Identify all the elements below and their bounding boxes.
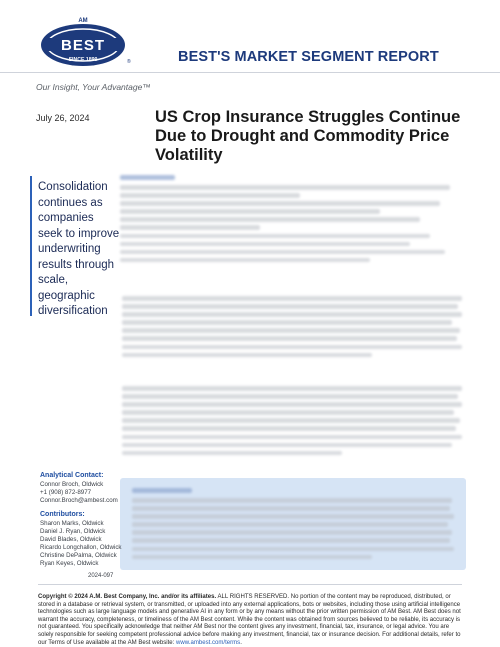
contributors-heading: Contributors:	[40, 511, 85, 518]
quote-accent-bar	[30, 176, 32, 316]
svg-text:SINCE 1899: SINCE 1899	[68, 57, 98, 63]
tagline: Our Insight, Your Advantage™	[36, 82, 151, 92]
copyright-footer	[38, 594, 466, 647]
footer-end: .	[240, 639, 242, 646]
contributor-item: Christine DePalma, Oldwick	[40, 552, 117, 559]
analytical-contact-line: Connor Broch, Oldwick	[40, 481, 104, 488]
svg-text:BEST: BEST	[60, 37, 106, 54]
copyright-text: ALL RIGHTS RESERVED. No portion of the content may be reproduced, distributed, or stored in a database or retrieval system, or transmitted, or uploaded into any external applications, bots or websites, including those using artificial intelligence technologies such as large language models and generative AI in any form or by any means without the prior written permission of AM Best. AM Best does not warrant the accuracy, completeness, or timeliness of the AM Best content. While the content was obtained from sources believed to be reliable, its accuracy is not guaranteed. You specifically acknowledge that neither AM Best nor the content gives any investment, financial, tax, insurance, or legal advice. You are solely responsible for seeking competent professional advice before making any investment, financial, tax or insurance decision. For additional details, refer to our Terms of Use available at the AM Best website:	[38, 594, 461, 646]
analytical-contact-heading: Analytical Contact:	[40, 472, 104, 479]
contributor-item: Ricardo Longchallon, Oldwick	[40, 544, 122, 551]
key-points-blurred	[120, 175, 466, 285]
svg-text:AM: AM	[78, 18, 88, 24]
contributor-item: Ryan Keyes, Oldwick	[40, 560, 99, 567]
analytical-contact-email[interactable]: Connor.Broch@ambest.com	[40, 497, 118, 504]
document-number: 2024-097	[88, 573, 114, 579]
am-best-logo	[38, 14, 136, 72]
footer-divider	[38, 584, 462, 585]
side-pull-quote: Consolidation continues as companies seek to improve underwriting results through scale, geographic diversification	[38, 181, 120, 317]
analytical-contact-phone: +1 (908) 872-8977	[40, 489, 92, 496]
terms-link[interactable]: www.ambest.com/terms	[176, 639, 241, 646]
report-headline: US Crop Insurance Struggles Continue Due to Drought and Commodity Price Volatility	[155, 108, 461, 164]
body-paragraph-blurred	[122, 386, 464, 459]
svg-text:®: ®	[127, 59, 131, 65]
contributor-item: Daniel J. Ryan, Oldwick	[40, 528, 106, 535]
contacts-block	[40, 472, 130, 568]
contributor-item: David Blades, Oldwick	[40, 536, 102, 543]
report-date: July 26, 2024	[36, 113, 90, 123]
copyright-bold: Copyright © 2024 A.M. Best Company, Inc. and/or its affiliates.	[38, 594, 217, 600]
contributor-item: Sharon Marks, Oldwick	[40, 520, 104, 527]
header-divider	[0, 72, 500, 73]
report-series-title: BEST'S MARKET SEGMENT REPORT	[178, 49, 439, 65]
summary-callout-blurred	[120, 478, 466, 570]
body-paragraph-blurred	[122, 296, 464, 361]
